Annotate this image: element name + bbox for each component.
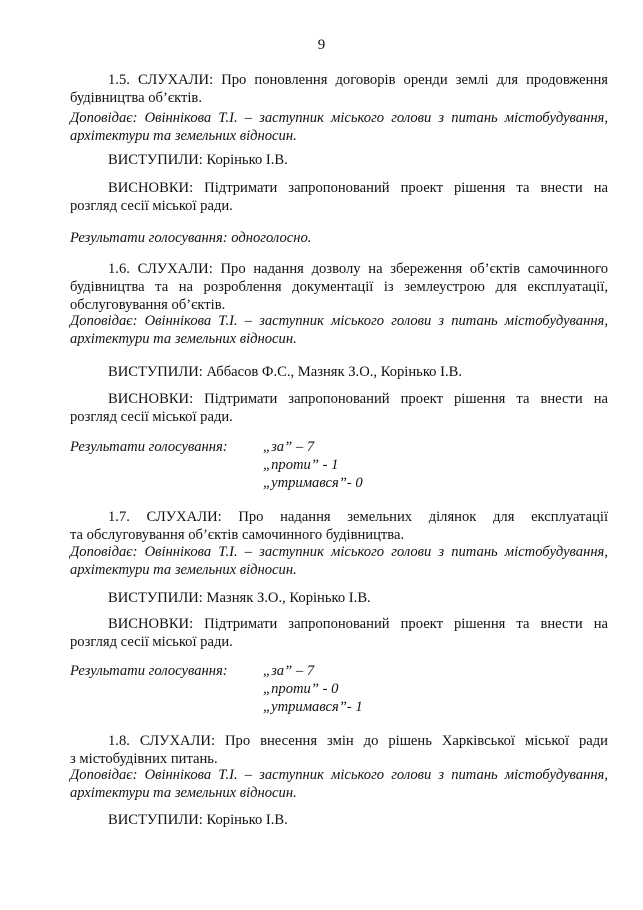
- reporter-line: архітектури та земельних відносин.: [70, 784, 297, 801]
- reporter-line: архітектури та земельних відносин.: [70, 330, 297, 347]
- section-1-6-spoke: [70, 364, 608, 382]
- section-1-6-conclusions: [70, 391, 608, 427]
- section-1-7-spoke: [70, 590, 608, 608]
- section-1-8-reporter: [70, 767, 608, 803]
- reporter-line: Доповідає: Овіннікова Т.І. – заступник міського голови з питань містобудування,: [70, 767, 608, 783]
- section-1-6-reporter: [70, 313, 608, 349]
- vote-abstain: „утримався”- 1: [263, 698, 363, 715]
- vote-against: „проти” - 1: [263, 456, 339, 473]
- heard-line: 1.5. СЛУХАЛИ: Про поновлення договорів оренди землі для продовження: [108, 72, 608, 88]
- reporter-line: архітектури та земельних відносин.: [70, 127, 297, 144]
- vote-counts: [263, 439, 363, 492]
- spoke-line: ВИСТУПИЛИ: Мазняк З.О., Корінько І.В.: [108, 590, 371, 606]
- spoke-line: ВИСТУПИЛИ: Корінько І.В.: [108, 152, 288, 168]
- vote-label: Результати голосування:: [70, 663, 228, 679]
- section-1-5-heard: [70, 72, 608, 108]
- conclusions-line: розгляд сесії міської ради.: [70, 633, 233, 650]
- section-1-7-reporter: [70, 544, 608, 580]
- section-1-6-heard: [70, 261, 608, 314]
- section-1-7-heard: [70, 509, 608, 545]
- vote-label: Результати голосування:: [70, 439, 228, 455]
- section-1-5-conclusions: [70, 180, 608, 216]
- heard-line: з містобудівних питань.: [70, 750, 218, 767]
- vote-counts: [263, 663, 363, 716]
- heard-line: будівництва об’єктів.: [70, 89, 202, 106]
- reporter-line: Доповідає: Овіннікова Т.І. – заступник міського голови з питань містобудування,: [70, 544, 608, 560]
- section-1-5-vote: [70, 230, 608, 248]
- section-1-8-heard: [70, 733, 608, 769]
- reporter-line: Доповідає: Овіннікова Т.І. – заступник міського голови з питань містобудування,: [70, 110, 608, 126]
- section-1-5-reporter: [70, 110, 608, 146]
- section-1-7-conclusions: [70, 616, 608, 652]
- heard-line: обслуговування об’єктів.: [70, 296, 226, 313]
- conclusions-line: розгляд сесії міської ради.: [70, 408, 233, 425]
- reporter-line: архітектури та земельних відносин.: [70, 561, 297, 578]
- conclusions-line: ВИСНОВКИ: Підтримати запропонований проект рішення та внести на: [108, 180, 608, 196]
- page-number: 9: [317, 37, 326, 53]
- vote-for: „за” – 7: [263, 663, 315, 679]
- heard-line: будівництва та на розроблення документації із землеустрою для експлуатації,: [70, 278, 608, 295]
- conclusions-line: ВИСНОВКИ: Підтримати запропонований проект рішення та внести на: [108, 616, 608, 632]
- vote-against: „проти” - 0: [263, 680, 339, 697]
- section-1-5-spoke: [70, 152, 608, 170]
- heard-line: 1.6. СЛУХАЛИ: Про надання дозволу на збереження об’єктів самочинного: [108, 261, 608, 277]
- heard-line: 1.7. СЛУХАЛИ: Про надання земельних ділянок для експлуатації: [108, 509, 608, 525]
- vote-for: „за” – 7: [263, 439, 315, 455]
- spoke-line: ВИСТУПИЛИ: Корінько І.В.: [108, 812, 288, 828]
- heard-line: та обслуговування об’єктів самочинного будівництва.: [70, 526, 405, 543]
- conclusions-line: розгляд сесії міської ради.: [70, 197, 233, 214]
- section-1-8-spoke: [70, 812, 608, 830]
- spoke-line: ВИСТУПИЛИ: Аббасов Ф.С., Мазняк З.О., Корінько І.В.: [108, 364, 462, 380]
- vote-result: Результати голосування: одноголосно.: [70, 230, 312, 246]
- vote-abstain: „утримався”- 0: [263, 474, 363, 491]
- reporter-line: Доповідає: Овіннікова Т.І. – заступник міського голови з питань містобудування,: [70, 313, 608, 329]
- conclusions-line: ВИСНОВКИ: Підтримати запропонований проект рішення та внести на: [108, 391, 608, 407]
- heard-line: 1.8. СЛУХАЛИ: Про внесення змін до рішень Харківської міської ради: [108, 733, 608, 749]
